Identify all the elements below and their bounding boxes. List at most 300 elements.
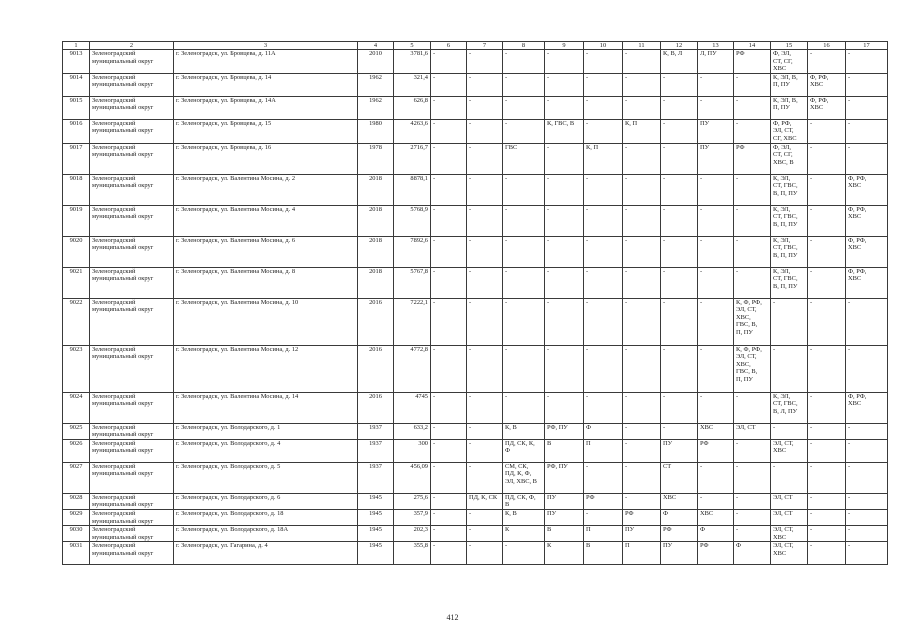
table-cell: 2018 bbox=[358, 174, 394, 205]
table-cell: - bbox=[545, 267, 584, 298]
table-cell: г. Зеленоградск, ул. Бровцева, д. 14 bbox=[174, 73, 358, 96]
table-cell: г. Зеленоградск, ул. Володарского, д. 18 bbox=[174, 509, 358, 525]
table-cell: - bbox=[467, 205, 503, 236]
table-cell: 2018 bbox=[358, 267, 394, 298]
table-cell: К, П bbox=[584, 143, 623, 174]
table-cell: 2010 bbox=[358, 50, 394, 74]
table-cell: Зеленоградский муниципальный округ bbox=[90, 50, 174, 74]
table-cell: Зеленоградский муниципальный округ bbox=[90, 423, 174, 439]
table-cell: Зеленоградский муниципальный округ bbox=[90, 236, 174, 267]
table-cell: - bbox=[431, 493, 467, 509]
table-cell: ПУ bbox=[661, 542, 698, 565]
table-cell: - bbox=[661, 236, 698, 267]
table-cell: - bbox=[623, 423, 661, 439]
table-cell: - bbox=[734, 509, 771, 525]
table-cell: Ф bbox=[584, 423, 623, 439]
table-cell: - bbox=[846, 526, 888, 542]
table-cell: - bbox=[623, 462, 661, 493]
table-row bbox=[63, 423, 888, 439]
table-cell: - bbox=[661, 73, 698, 96]
table-cell: - bbox=[431, 526, 467, 542]
table-cell: Ф, ЭЛ, СТ, СГ, ХВС bbox=[771, 50, 808, 74]
table-cell: В bbox=[545, 439, 584, 462]
table-cell: - bbox=[467, 345, 503, 392]
table-cell: 4772,8 bbox=[394, 345, 431, 392]
housing-register-table bbox=[62, 41, 888, 565]
table-cell: ЭЛ, СТ bbox=[771, 509, 808, 525]
table-cell: 456,09 bbox=[394, 462, 431, 493]
table-cell: - bbox=[661, 423, 698, 439]
table-row bbox=[63, 205, 888, 236]
column-header-14: 14 bbox=[734, 42, 771, 50]
column-header-1: 1 bbox=[63, 42, 90, 50]
table-cell: 7222,1 bbox=[394, 298, 431, 345]
table-cell: - bbox=[431, 423, 467, 439]
table-cell: СМ, СК, ПД, К, Ф, ЭЛ, ХВС, В bbox=[503, 462, 545, 493]
table-cell: - bbox=[734, 462, 771, 493]
table-cell: - bbox=[623, 143, 661, 174]
table-cell: - bbox=[584, 73, 623, 96]
table-cell: 9018 bbox=[63, 174, 90, 205]
table-cell: 4263,6 bbox=[394, 119, 431, 143]
table-cell: г. Зеленоградск, ул. Володарского, д. 5 bbox=[174, 462, 358, 493]
column-header-4: 4 bbox=[358, 42, 394, 50]
table-cell: ПУ bbox=[623, 526, 661, 542]
table-cell: Ф, РФ, ХВС bbox=[808, 73, 846, 96]
table-cell: Зеленоградский муниципальный округ bbox=[90, 96, 174, 119]
table-cell: РФ bbox=[698, 439, 734, 462]
table-body bbox=[63, 50, 888, 565]
table-cell: РФ bbox=[584, 493, 623, 509]
table-cell: - bbox=[584, 96, 623, 119]
column-header-17: 17 bbox=[846, 42, 888, 50]
table-cell: г. Зеленоградск, ул. Валентина Мосина, д. 10 bbox=[174, 298, 358, 345]
column-header-12: 12 bbox=[661, 42, 698, 50]
table-cell: 9025 bbox=[63, 423, 90, 439]
table-cell: - bbox=[808, 236, 846, 267]
table-cell: - bbox=[431, 73, 467, 96]
table-cell: 275,6 bbox=[394, 493, 431, 509]
table-cell: - bbox=[467, 236, 503, 267]
table-cell: - bbox=[661, 298, 698, 345]
table-cell: 9031 bbox=[63, 542, 90, 565]
table-cell: 4745 bbox=[394, 392, 431, 423]
table-cell: - bbox=[467, 542, 503, 565]
table-cell: - bbox=[698, 392, 734, 423]
table-cell: - bbox=[431, 119, 467, 143]
table-cell: 633,2 bbox=[394, 423, 431, 439]
table-cell: - bbox=[431, 509, 467, 525]
table-cell: К, ЭЛ, СТ, ГВС, В, П, ПУ bbox=[771, 236, 808, 267]
table-cell: Ф, РФ, ХВС bbox=[808, 96, 846, 119]
table-cell: - bbox=[808, 50, 846, 74]
table-cell: г. Зеленоградск, ул. Валентина Мосина, д. 8 bbox=[174, 267, 358, 298]
table-cell: РФ bbox=[661, 526, 698, 542]
table-cell: 9024 bbox=[63, 392, 90, 423]
table-cell: 9017 bbox=[63, 143, 90, 174]
table-cell: РФ bbox=[623, 509, 661, 525]
table-cell: РФ, ПУ bbox=[545, 462, 584, 493]
table-cell: - bbox=[503, 96, 545, 119]
table-cell: - bbox=[623, 73, 661, 96]
table-cell: - bbox=[698, 493, 734, 509]
table-cell: - bbox=[467, 267, 503, 298]
table-cell: ХВС bbox=[698, 509, 734, 525]
table-cell: - bbox=[503, 298, 545, 345]
table-row bbox=[63, 439, 888, 462]
table-cell: К, ЭЛ, В, П, ПУ bbox=[771, 73, 808, 96]
table-cell: 7892,6 bbox=[394, 236, 431, 267]
table-cell: - bbox=[734, 439, 771, 462]
table-cell: Зеленоградский муниципальный округ bbox=[90, 345, 174, 392]
table-cell: РФ bbox=[734, 50, 771, 74]
table-cell: СТ bbox=[661, 462, 698, 493]
table-row bbox=[63, 143, 888, 174]
table-cell: - bbox=[431, 96, 467, 119]
table-cell: - bbox=[808, 462, 846, 493]
table-cell: г. Зеленоградск, ул. Володарского, д. 18А bbox=[174, 526, 358, 542]
table-cell: - bbox=[503, 267, 545, 298]
table-cell: - bbox=[584, 205, 623, 236]
table-cell: ПУ bbox=[698, 119, 734, 143]
table-cell: - bbox=[734, 119, 771, 143]
table-cell: - bbox=[698, 462, 734, 493]
table-cell: Зеленоградский муниципальный округ bbox=[90, 493, 174, 509]
table-cell: Зеленоградский муниципальный округ bbox=[90, 119, 174, 143]
table-cell: Ф bbox=[698, 526, 734, 542]
table-cell: 2018 bbox=[358, 205, 394, 236]
table-cell: - bbox=[584, 298, 623, 345]
table-cell: ХВС bbox=[661, 493, 698, 509]
table-cell: - bbox=[846, 50, 888, 74]
column-header-11: 11 bbox=[623, 42, 661, 50]
table-row bbox=[63, 267, 888, 298]
table-row bbox=[63, 392, 888, 423]
table-cell: 9029 bbox=[63, 509, 90, 525]
table-cell: К, В bbox=[503, 509, 545, 525]
table-cell: - bbox=[734, 205, 771, 236]
table-cell: - bbox=[661, 174, 698, 205]
table-cell: - bbox=[467, 96, 503, 119]
table-cell: Зеленоградский муниципальный округ bbox=[90, 298, 174, 345]
table-cell: - bbox=[503, 236, 545, 267]
table-cell: - bbox=[808, 526, 846, 542]
table-cell: - bbox=[846, 509, 888, 525]
table-cell: 9027 bbox=[63, 462, 90, 493]
table-cell: ГВС bbox=[503, 143, 545, 174]
table-cell: ЭЛ, СТ, ХВС bbox=[771, 526, 808, 542]
column-header-9: 9 bbox=[545, 42, 584, 50]
table-cell: ПД, К, СК bbox=[467, 493, 503, 509]
table-cell: 2016 bbox=[358, 345, 394, 392]
table-cell: ЭЛ, СТ, ХВС bbox=[771, 542, 808, 565]
column-header-10: 10 bbox=[584, 42, 623, 50]
table-cell: - bbox=[545, 345, 584, 392]
table-cell: 2018 bbox=[358, 236, 394, 267]
table-cell: ХВС bbox=[698, 423, 734, 439]
table-cell: К, ГВС, В bbox=[545, 119, 584, 143]
table-cell: - bbox=[503, 174, 545, 205]
table-cell: - bbox=[467, 73, 503, 96]
table-cell: 321,4 bbox=[394, 73, 431, 96]
table-cell: Зеленоградский муниципальный округ bbox=[90, 509, 174, 525]
table-cell: К, ЭЛ, СТ, ГВС, В, П, ПУ bbox=[771, 205, 808, 236]
table-row bbox=[63, 298, 888, 345]
table-cell: - bbox=[661, 392, 698, 423]
table-cell: - bbox=[584, 236, 623, 267]
table-cell: - bbox=[545, 205, 584, 236]
table-cell: - bbox=[431, 267, 467, 298]
table-cell: 2716,7 bbox=[394, 143, 431, 174]
table-cell: - bbox=[431, 392, 467, 423]
table-cell: г. Зеленоградск, ул. Бровцева, д. 16 bbox=[174, 143, 358, 174]
table-cell: - bbox=[808, 439, 846, 462]
table-cell: 1980 bbox=[358, 119, 394, 143]
table-cell: Зеленоградский муниципальный округ bbox=[90, 174, 174, 205]
table-cell: - bbox=[734, 73, 771, 96]
table-cell: 1937 bbox=[358, 439, 394, 462]
table-cell: 9023 bbox=[63, 345, 90, 392]
table-cell: - bbox=[503, 345, 545, 392]
table-cell: Зеленоградский муниципальный округ bbox=[90, 439, 174, 462]
table-cell: г. Зеленоградск, ул. Бровцева, д. 14А bbox=[174, 96, 358, 119]
table-cell: Зеленоградский муниципальный округ bbox=[90, 143, 174, 174]
table-cell: - bbox=[808, 509, 846, 525]
table-cell: 9030 bbox=[63, 526, 90, 542]
table-cell: - bbox=[584, 174, 623, 205]
table-cell: - bbox=[623, 298, 661, 345]
table-cell: - bbox=[771, 462, 808, 493]
table-cell: Л, ПУ bbox=[698, 50, 734, 74]
table-cell: г. Зеленоградск, ул. Бровцева, д. 11А bbox=[174, 50, 358, 74]
table-cell: П bbox=[584, 439, 623, 462]
table-cell: - bbox=[846, 423, 888, 439]
table-cell: г. Зеленоградск, ул. Бровцева, д. 15 bbox=[174, 119, 358, 143]
table-cell: 355,8 bbox=[394, 542, 431, 565]
table-cell: ПД, СК, Ф, В bbox=[503, 493, 545, 509]
table-cell: - bbox=[431, 143, 467, 174]
table-cell: - bbox=[545, 298, 584, 345]
table-cell: - bbox=[431, 174, 467, 205]
column-header-5: 5 bbox=[394, 42, 431, 50]
table-cell: - bbox=[623, 345, 661, 392]
table-cell: - bbox=[623, 392, 661, 423]
table-cell: г. Зеленоградск, ул. Валентина Мосина, д. 12 bbox=[174, 345, 358, 392]
table-cell: Зеленоградский муниципальный округ bbox=[90, 73, 174, 96]
table-cell: 5768,9 bbox=[394, 205, 431, 236]
table-row bbox=[63, 119, 888, 143]
table-cell: - bbox=[584, 267, 623, 298]
table-cell: 202,3 bbox=[394, 526, 431, 542]
table-cell: Ф, РФ, ХВС bbox=[846, 205, 888, 236]
table-cell: - bbox=[467, 439, 503, 462]
table-cell: ПУ bbox=[698, 143, 734, 174]
table-cell: - bbox=[545, 174, 584, 205]
table-cell: - bbox=[503, 73, 545, 96]
table-cell: - bbox=[808, 392, 846, 423]
table-cell: РФ bbox=[698, 542, 734, 565]
table-cell: - bbox=[584, 50, 623, 74]
table-cell: К, В, Л bbox=[661, 50, 698, 74]
table-cell: - bbox=[846, 96, 888, 119]
table-cell: - bbox=[467, 174, 503, 205]
table-cell: К, В bbox=[503, 423, 545, 439]
table-cell: К, ЭЛ, В, П, ПУ bbox=[771, 96, 808, 119]
table-cell: - bbox=[623, 236, 661, 267]
table-cell: - bbox=[808, 542, 846, 565]
table-cell: 1962 bbox=[358, 96, 394, 119]
table-cell: ЭЛ, СТ bbox=[771, 493, 808, 509]
table-cell: - bbox=[545, 236, 584, 267]
column-header-13: 13 bbox=[698, 42, 734, 50]
table-cell: - bbox=[467, 526, 503, 542]
table-cell: - bbox=[771, 298, 808, 345]
table-cell: - bbox=[846, 345, 888, 392]
table-cell: - bbox=[545, 73, 584, 96]
table-cell: К, ЭЛ, СТ, ГВС, В, Л, ПУ bbox=[771, 392, 808, 423]
table-cell: 5767,8 bbox=[394, 267, 431, 298]
table-cell: 1937 bbox=[358, 423, 394, 439]
column-header-16: 16 bbox=[808, 42, 846, 50]
table-cell: - bbox=[661, 267, 698, 298]
table-cell: - bbox=[467, 392, 503, 423]
table-cell: - bbox=[467, 298, 503, 345]
table-cell: - bbox=[623, 96, 661, 119]
table-cell: - bbox=[503, 50, 545, 74]
table-cell: - bbox=[467, 462, 503, 493]
table-cell: г. Зеленоградск, ул. Валентина Мосина, д. 14 bbox=[174, 392, 358, 423]
table-cell: - bbox=[545, 96, 584, 119]
table-cell: - bbox=[846, 298, 888, 345]
table-cell: Зеленоградский муниципальный округ bbox=[90, 462, 174, 493]
table-cell: В bbox=[584, 542, 623, 565]
table-cell: - bbox=[734, 493, 771, 509]
table-cell: 9015 bbox=[63, 96, 90, 119]
table-cell: 1978 bbox=[358, 143, 394, 174]
column-header-15: 15 bbox=[771, 42, 808, 50]
table-cell: К bbox=[503, 526, 545, 542]
table-cell: 9022 bbox=[63, 298, 90, 345]
table-cell: 3781,6 bbox=[394, 50, 431, 74]
table-cell: - bbox=[734, 526, 771, 542]
table-cell: - bbox=[467, 423, 503, 439]
table-cell: ЭЛ, СТ bbox=[734, 423, 771, 439]
table-cell: 626,8 bbox=[394, 96, 431, 119]
table-cell: г. Зеленоградск, ул. Володарского, д. 4 bbox=[174, 439, 358, 462]
table-cell: Зеленоградский муниципальный округ bbox=[90, 542, 174, 565]
column-header-7: 7 bbox=[467, 42, 503, 50]
table-cell: 2016 bbox=[358, 298, 394, 345]
table-cell: - bbox=[734, 267, 771, 298]
table-cell: - bbox=[584, 119, 623, 143]
table-cell: ПД, СК, К, Ф bbox=[503, 439, 545, 462]
table-cell: г. Зеленоградск, ул. Володарского, д. 6 bbox=[174, 493, 358, 509]
table-cell: Ф, РФ, ЭЛ, СТ, СГ, ХВС bbox=[771, 119, 808, 143]
table-row bbox=[63, 96, 888, 119]
table-cell: - bbox=[734, 392, 771, 423]
table-cell: - bbox=[545, 50, 584, 74]
table-cell: РФ, ПУ bbox=[545, 423, 584, 439]
table-cell: К, П bbox=[623, 119, 661, 143]
table-cell: - bbox=[623, 50, 661, 74]
table-cell: - bbox=[503, 542, 545, 565]
table-cell: Ф bbox=[734, 542, 771, 565]
table-cell: 1945 bbox=[358, 542, 394, 565]
table-cell: 9028 bbox=[63, 493, 90, 509]
table-cell: 1945 bbox=[358, 509, 394, 525]
table-cell: 1945 bbox=[358, 493, 394, 509]
table-cell: - bbox=[734, 174, 771, 205]
table-cell: - bbox=[808, 143, 846, 174]
table-cell: 9020 bbox=[63, 236, 90, 267]
page-number: 412 bbox=[446, 613, 459, 622]
table-cell: - bbox=[698, 298, 734, 345]
table-cell: 9013 bbox=[63, 50, 90, 74]
table-cell: - bbox=[623, 174, 661, 205]
table-cell: - bbox=[808, 423, 846, 439]
table-cell: Зеленоградский муниципальный округ bbox=[90, 392, 174, 423]
table-cell: Ф, РФ, ХВС bbox=[846, 174, 888, 205]
table-cell: - bbox=[623, 439, 661, 462]
table-cell: - bbox=[698, 236, 734, 267]
table-cell: - bbox=[771, 345, 808, 392]
table-cell: Ф, РФ, ХВС bbox=[846, 392, 888, 423]
table-cell: г. Зеленоградск, ул. Володарского, д. 1 bbox=[174, 423, 358, 439]
table-cell: - bbox=[467, 509, 503, 525]
table-cell: - bbox=[698, 174, 734, 205]
table-cell: - bbox=[467, 143, 503, 174]
table-cell: К, Ф, РФ, ЭЛ, СТ, ХВС, ГВС, В, П, ПУ bbox=[734, 298, 771, 345]
table-cell: - bbox=[808, 298, 846, 345]
table-cell: - bbox=[503, 205, 545, 236]
table-cell: - bbox=[584, 345, 623, 392]
table-cell: - bbox=[846, 119, 888, 143]
table-cell: - bbox=[698, 73, 734, 96]
table-cell: - bbox=[431, 50, 467, 74]
table-cell: - bbox=[584, 462, 623, 493]
table-row bbox=[63, 526, 888, 542]
table-cell: - bbox=[846, 493, 888, 509]
table-header bbox=[63, 42, 888, 50]
table-cell: - bbox=[661, 205, 698, 236]
table-cell: В bbox=[545, 526, 584, 542]
table-cell: К, ЭЛ, СТ, ГВС, В, П, ПУ bbox=[771, 174, 808, 205]
table-cell: - bbox=[771, 423, 808, 439]
table-row bbox=[63, 50, 888, 74]
table-cell: - bbox=[431, 236, 467, 267]
table-cell: г. Зеленоградск, ул. Валентина Мосина, д. 2 bbox=[174, 174, 358, 205]
table-cell: К, ЭЛ, СТ, ГВС, В, П, ПУ bbox=[771, 267, 808, 298]
table-cell: - bbox=[808, 345, 846, 392]
table-row bbox=[63, 236, 888, 267]
table-cell: - bbox=[846, 73, 888, 96]
table-cell: 357,9 bbox=[394, 509, 431, 525]
table-row bbox=[63, 345, 888, 392]
table-cell: - bbox=[808, 267, 846, 298]
table-cell: ПУ bbox=[661, 439, 698, 462]
table-cell: - bbox=[661, 143, 698, 174]
table-cell: - bbox=[808, 174, 846, 205]
table-row bbox=[63, 73, 888, 96]
table-cell: 1937 bbox=[358, 462, 394, 493]
table-cell: К, Ф, РФ, ЭЛ, СТ, ХВС, ГВС, В, П, ПУ bbox=[734, 345, 771, 392]
table-cell: К bbox=[545, 542, 584, 565]
column-header-8: 8 bbox=[503, 42, 545, 50]
table-cell: - bbox=[623, 493, 661, 509]
table-cell: Ф, РФ, ХВС bbox=[846, 267, 888, 298]
table-cell: 300 bbox=[394, 439, 431, 462]
table-cell: - bbox=[584, 392, 623, 423]
